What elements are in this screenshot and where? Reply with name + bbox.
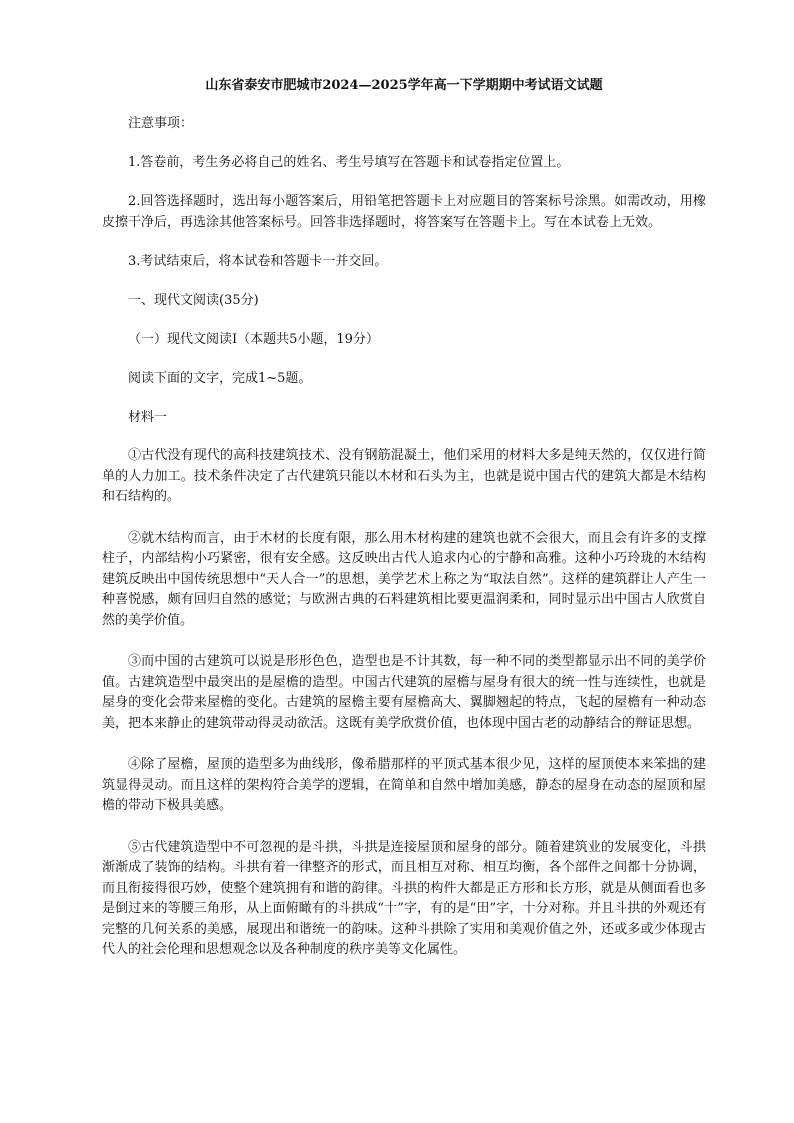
subsection-heading: （一）现代文阅读Ⅰ（本题共5小题，19分）	[128, 332, 379, 347]
document-page	[102, 76, 706, 982]
paragraph-3: ③而中国的古建筑可以说是形形色色，造型也是不计其数，每一种不同的类型都显示出不同的美学价值。古建筑造型中最突出的是屋檐的造型。中国古代建筑的屋檐与屋身有很大的统一性与连续性，也就是屋身的变化会带来屋檐的变化。古建筑的屋檐主要有屋檐高大、翼脚翘起的特点，飞起的屋檐有一种动态美，把本来静止的建筑带动得灵动欲活。这既有美学欣赏价值，也体现中国古老的动静结合的辩证思想。	[102, 654, 706, 731]
paragraph-5: ⑤古代建筑造型中不可忽视的是斗拱，斗拱是连接屋顶和屋身的部分。随着建筑业的发展变化，斗拱渐渐成了装饰的结构。斗拱有着一律整齐的形式，而且相互对称、相互均衡，各个部件之间都十分协调，而且衔接得很巧妙，使整个建筑拥有和谐的韵律。斗拱的构件大都是正方形和长方形，就是从侧面看也多是倒过来的等腰三角形，从上面俯瞰有的斗拱成“十”字，有的是“田”字，十分对称。并且斗拱的外观还有完整的几何关系的美感，展现出和谐统一的韵味。这种斗拱除了实用和美观价值之外，还或多或少体现古代人的社会伦理和思想观念以及各种制度的秩序美等文化属性。	[102, 839, 706, 957]
notice-heading: 注意事项：	[128, 116, 194, 131]
document-title: 山东省泰安市肥城市2024—2025学年高一下学期期中考试语文试题	[205, 78, 603, 93]
notice-item-1: 1.答卷前，考生务必将自己的姓名、考生号填写在答题卡和试卷指定位置上。	[128, 155, 570, 170]
notice-item-3: 3.考试结束后，将本试卷和答题卡一并交回。	[128, 254, 388, 269]
paragraph-1: ①古代没有现代的高科技建筑技术、没有钢筋混凝土，他们采用的材料大多是纯天然的，仅仅进行简单的人力加工。技术条件决定了古代建筑只能以木材和石头为主，也就是说中国古代的建筑大都是木结构和石结构的。	[102, 448, 706, 504]
notice-item-2: 2.回答选择题时，选出每小题答案后，用铅笔把答题卡上对应题目的答案标号涂黑。如需改动，用橡皮擦干净后，再选涂其他答案标号。回答非选择题时，将答案写在答题卡上。写在本试卷上无效。	[102, 194, 706, 230]
paragraph-2: ②就木结构而言，由于木材的长度有限，那么用木材构建的建筑也就不会很大，而且会有许多的支撑柱子，内部结构小巧紧密，很有安全感。这反映出古代人追求内心的宁静和高雅。这种小巧玲珑的木结构建筑反映出中国传统思想中“天人合一”的思想，美学艺术上称之为“取法自然”。这样的建筑群让人产生一种喜悦感，颇有回归自然的感觉；与欧洲古典的石料建筑相比要更温润柔和，同时显示出中国古人欣赏自然的美学价值。	[102, 530, 706, 628]
section-heading: 一、现代文阅读(35分)	[128, 293, 259, 308]
material-label: 材料一	[128, 410, 168, 425]
paragraph-4: ④除了屋檐，屋顶的造型多为曲线形，像希腊那样的平顶式基本很少见，这样的屋顶使本来笨拙的建筑显得灵动。而且这样的架构符合美学的逻辑，在简单和自然中增加美感，静态的屋身在动态的屋顶和屋檐的带动下极具美感。	[102, 757, 706, 813]
reading-instruction: 阅读下面的文字，完成1~5题。	[128, 371, 312, 386]
